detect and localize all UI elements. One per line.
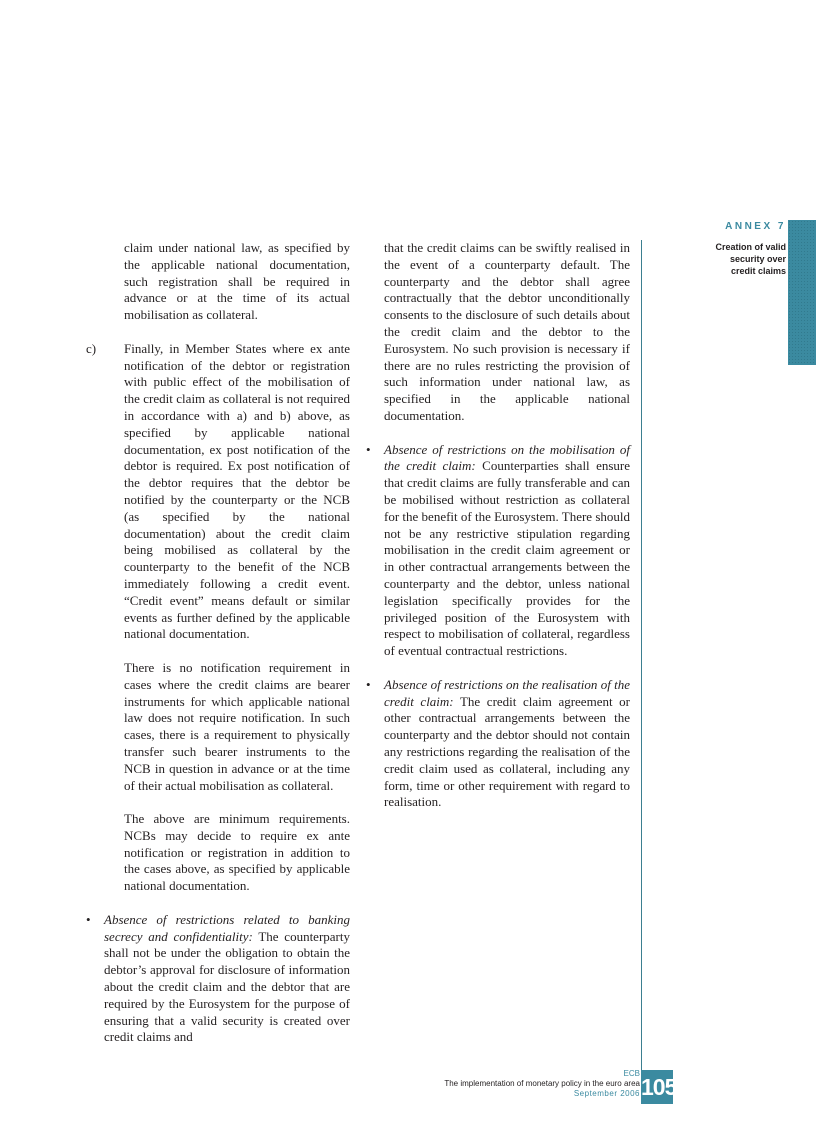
- list-item-text: Finally, in Member States where ex ante notification of the debtor or registration with public effect of the mobilisation of the credit claim as collateral is not required in accordance with a) and b) above, as specified by applicable national documentation, ex post notification of the debtor is required. Ex post notification of the debtor requires that the debtor be notified by the counterparty or the NCB (as specified by the national documentation) about the credit claim being mobilised as collateral by the counterparty to the benefit of the NCB immediately following a credit event. “Credit event” means default or similar events as further defined by the applicable national documentation.: [124, 340, 350, 642]
- section-title: [696, 241, 786, 277]
- bullet-text: Counterparties shall ensure that credit claims are fully transferable and can be mobilised without restriction as collateral for the benefit of the Eurosystem. There should not be any restrictive stipulation regarding mobilisation in the credit claim agreement or in other contractual arrangements between the counterparty and the debtor, unless national legislation specifically provides for the privileged position of the Eurosystem with respect to mobilisation of collateral, regardless of eventual contractual restrictions.: [384, 458, 631, 659]
- bullet-heading: Absence of restrictions on the realisation of the credit claim:: [384, 676, 630, 709]
- bullet-item-mobilisation: [366, 442, 630, 660]
- annex-label: ANNEX 7: [725, 221, 786, 232]
- footer-org: ECB: [623, 1069, 640, 1078]
- bullet-marker: •: [86, 911, 91, 927]
- paragraph: There is no notification requirement in cases where the credit claims are bearer instruments for which applicable national law does not require notification. In such cases, there is a requirement to physically transfer such bearer instruments to the NCB in question in advance or at the time of their actual mobilisation as collateral.: [124, 659, 350, 793]
- paragraph: The above are minimum requirements. NCBs may decide to require ex ante notification or registration in addition to the cases above, as specified by applicable national documentation.: [124, 811, 350, 894]
- bullet-heading: Absence of restrictions related to banking secrecy and confidentiality:: [104, 911, 350, 944]
- bullet-item-secrecy: [86, 912, 350, 1046]
- section-title-line: security over: [729, 254, 786, 264]
- right-column: [366, 240, 630, 828]
- section-title-line: credit claims: [730, 266, 786, 276]
- tab-texture: [788, 220, 816, 365]
- paragraph: claim under national law, as specified by the applicable national documentation, such registration shall be required in advance or at the time of its actual mobilisation as collateral.: [124, 240, 350, 323]
- bullet-heading: Absence of restrictions on the mobilisation of the credit claim:: [384, 441, 630, 474]
- list-marker: c): [86, 340, 97, 356]
- footer: [444, 1069, 640, 1099]
- column-rule: [641, 240, 642, 1078]
- paragraph: that the credit claims can be swiftly realised in the event of a counterparty default. The counterparty and the debtor shall agree contractually that the debtor unconditionally consents to the disclosure of such details about the credit claim and the debtor to the Eurosystem. No such provision is necessary if there are no rules restricting the provision of such information under national law, as specified in the applicable national documentation.: [384, 240, 630, 423]
- annex-side-tab: [788, 220, 816, 365]
- left-column: [86, 240, 350, 1063]
- bullet-marker: •: [366, 676, 371, 692]
- section-title-line: Creation of valid: [715, 242, 786, 252]
- footer-publication: The implementation of monetary policy in the euro area: [444, 1079, 640, 1088]
- list-item-c: [86, 341, 350, 643]
- bullet-marker: •: [366, 441, 371, 457]
- bullet-text: The counterparty shall not be under the obligation to obtain the debtor’s approval for disclosure of information about the credit claim and the debtor that are required by the Eurosystem for the purpose of ensuring that a valid security is created over credit claims and: [104, 928, 350, 1045]
- page-number: 105: [641, 1074, 677, 1100]
- footer-date: September 2006: [573, 1089, 640, 1098]
- bullet-text: The credit claim agreement or other contractual arrangements between the counterparty and the debtor should not contain any restrictions regarding the realisation of the credit claim used as collateral, including any form, time or other requirement with regard to realisation.: [384, 693, 630, 810]
- bullet-item-realisation: [366, 677, 630, 811]
